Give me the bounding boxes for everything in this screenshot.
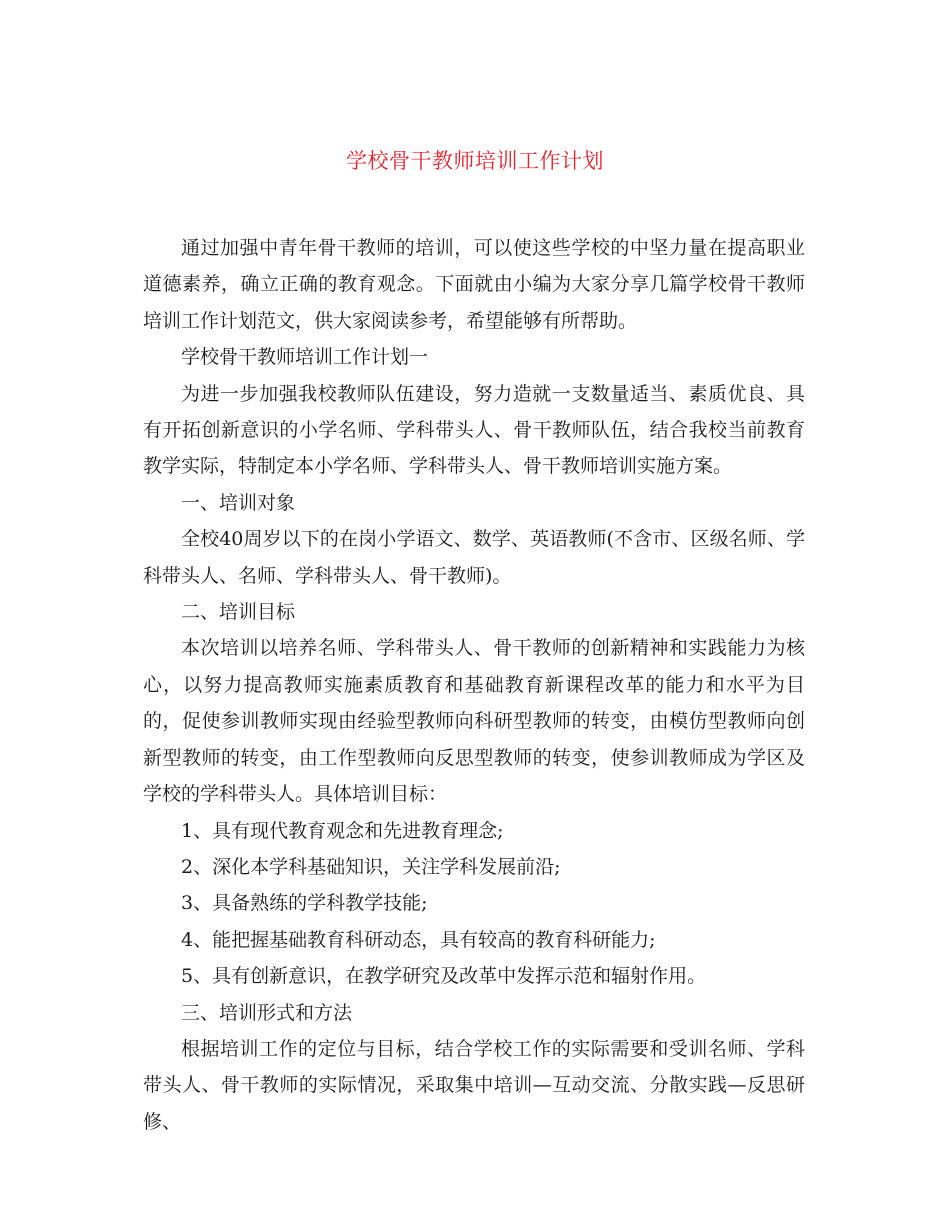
goal-item-4: 4、能把握基础教育科研动态，具有较高的教育科研能力; — [181, 928, 656, 951]
paragraph-training-goals: 本次培训以培养名师、学科带头人、骨干教师的创新精神和实践能力为核心，以努力提高教师实施素质教育和基础教育新课程改革的能力和水平为目的，促使参训教师实现由经验型教师向科研型教师的转变，由模仿型教师向创新型教师的转变，由工作型教师向反思型教师的转变，使参训教师成为学区及学校的学科带头人。具体培训目标： — [143, 637, 805, 806]
document-body — [143, 230, 805, 1140]
goal-item-2: 2、深化本学科基础知识，关注学科发展前沿; — [181, 855, 561, 878]
paragraph-training-target: 全校40周岁以下的在岗小学语文、数学、英语教师(不含市、区级名师、学科带头人、名师、学科带头人、骨干教师)。 — [143, 528, 805, 587]
section-heading-training-goals: 二、培训目标 — [181, 601, 296, 624]
goal-item-3: 3、具备熟练的学科教学技能; — [181, 892, 428, 915]
paragraph-training-methods: 根据培训工作的定位与目标，结合学校工作的实际需要和受训名师、学科带头人、骨干教师的实际情况，采取集中培训—互动交流、分散实践—反思研修、 — [143, 1037, 805, 1133]
section-heading-training-methods: 三、培训形式和方法 — [181, 1001, 353, 1024]
section-heading-training-target: 一、培训对象 — [181, 491, 296, 514]
goal-item-1: 1、具有现代教育观念和先进教育理念; — [181, 819, 504, 842]
paragraph-intro: 通过加强中青年骨干教师的培训，可以使这些学校的中坚力量在提高职业道德素养，确立正确的教育观念。下面就由小编为大家分享几篇学校骨干教师培训工作计划范文，供大家阅读参考，希望能够有所帮助。 — [143, 237, 805, 332]
document-title: 学校骨干教师培训工作计划 — [346, 149, 604, 173]
paragraph-plan-purpose: 为进一步加强我校教师队伍建设，努力造就一支数量适当、素质优良、具有开拓创新意识的小学名师、学科带头人、骨干教师队伍，结合我校当前教育教学实际，特制定本小学名师、学科带头人、骨干教师培训实施方案。 — [143, 382, 805, 478]
section-heading-plan-one: 学校骨干教师培训工作计划一 — [181, 346, 429, 369]
goal-item-5: 5、具有创新意识，在教学研究及改革中发挥示范和辐射作用。 — [181, 965, 707, 988]
